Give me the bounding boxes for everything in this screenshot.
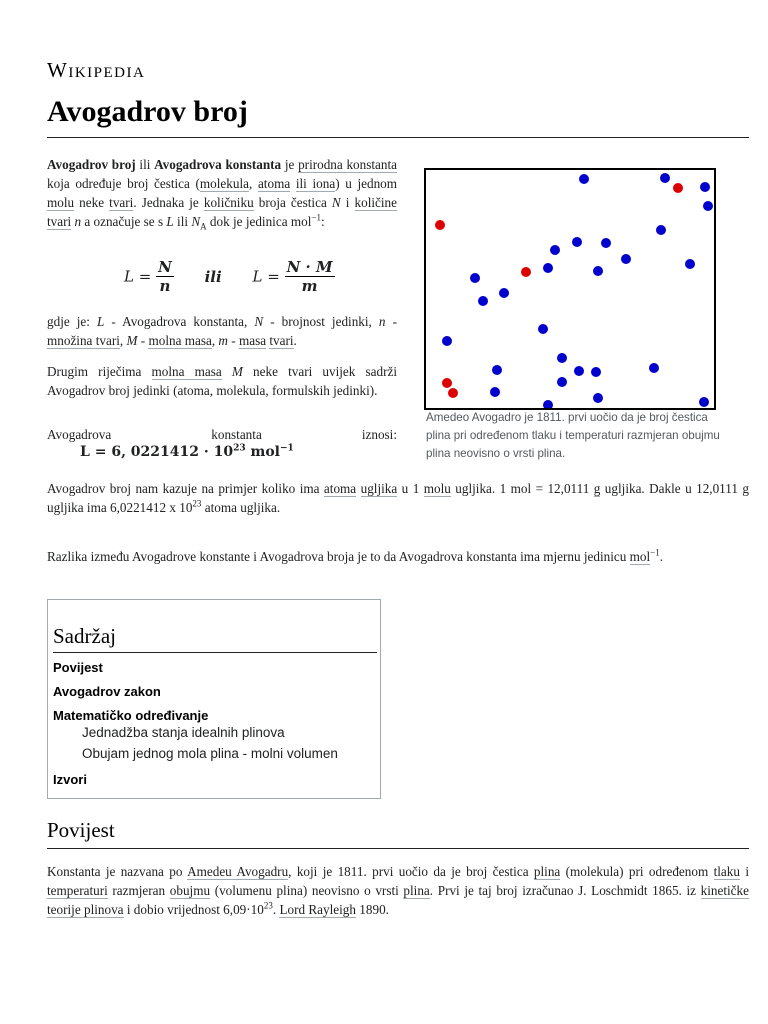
superscript: −1: [279, 443, 294, 454]
blue-particles: [442, 173, 713, 408]
text: ) u jednom: [335, 176, 398, 191]
blue-particle: [703, 201, 713, 211]
link-ugljika[interactable]: ugljika: [360, 481, 398, 496]
text: ,: [211, 333, 219, 348]
text: broja čestica: [253, 195, 332, 210]
lead-paragraph: [47, 155, 397, 231]
blue-particle: [538, 324, 548, 334]
link-molna-masa[interactable]: molna masa: [148, 333, 212, 348]
link-kolicine-tvari[interactable]: količine tvari: [47, 195, 397, 229]
link-plina[interactable]: plina: [533, 864, 561, 879]
blue-particle: [621, 254, 631, 264]
figure-caption: Amedeo Avogadro je 1811. prvi uočio da je broj čestica plina pri određenom tlaku i temperaturi razmjeran obujmu plina neovisno o vrsti plina.: [426, 411, 720, 460]
link-tvari[interactable]: tvari: [269, 333, 294, 348]
text: , koji je 1811. prvi uočio da je broj čestica: [288, 864, 534, 879]
paragraph-carbon-example: [47, 479, 749, 517]
bold-term: Avogadrova konstanta: [154, 157, 282, 172]
blue-particle: [557, 377, 567, 387]
toc-item-povijest[interactable]: Povijest: [53, 660, 103, 675]
toc-item-izvori[interactable]: Izvori: [53, 772, 87, 787]
toc-subitem-obujam[interactable]: Obujam jednog mola plina - molni volumen: [82, 746, 338, 761]
text: ili: [173, 214, 192, 229]
denominator: n: [159, 277, 171, 295]
constant-formula: [80, 444, 294, 460]
blue-particle: [656, 225, 666, 235]
text: ili: [135, 157, 155, 172]
paragraph-molna-masa: [47, 362, 397, 400]
text: a označuje se s: [81, 214, 167, 229]
text: -: [385, 314, 397, 329]
blue-particle: [478, 296, 488, 306]
link-mnozina-tvari[interactable]: množina tvari: [47, 333, 120, 348]
link-kineticke-teorije-plinova[interactable]: kinetičke teorije plinova: [47, 883, 749, 917]
word: konstanta: [211, 427, 262, 442]
link-tlaku[interactable]: tlaku: [713, 864, 740, 879]
text: (molekula) pri određenom: [560, 864, 714, 879]
text: ugljika. Dakle u 12,0111 g ugljika ima 6,0221412 x 10: [47, 481, 750, 515]
text: . Jednaka je: [133, 195, 204, 210]
blue-particle: [579, 174, 589, 184]
text: dok je jedinica mol: [206, 214, 312, 229]
text: Konstanta je nazvana po: [47, 864, 188, 879]
blue-particle: [700, 182, 710, 192]
formula-unit: mol: [245, 444, 280, 460]
link-temperaturi[interactable]: temperaturi: [47, 883, 108, 898]
text: Avogadrov broj nam kazuje na primjer koliko ima: [47, 481, 324, 496]
blue-particle: [685, 259, 695, 269]
variable: m: [218, 333, 228, 348]
superscript: 23: [233, 443, 246, 454]
blue-particle: [499, 288, 509, 298]
formula-lhs: L =: [252, 267, 280, 286]
text: .: [659, 549, 664, 564]
text: - Avogadrova konstanta,: [104, 314, 255, 329]
superscript: 23: [263, 900, 273, 911]
link-kolicniku[interactable]: količniku: [203, 195, 254, 210]
bold-term: Avogadrov broj: [47, 157, 136, 172]
text: razmjeran: [107, 883, 170, 898]
formula-text: L = 6, 0221412 · 10: [80, 444, 234, 460]
formula-lhs: L =: [124, 267, 152, 286]
text: ugljika. 1 mol = 12,0111: [450, 481, 594, 496]
gas-particles-figure[interactable]: [424, 168, 716, 410]
text: [290, 176, 296, 191]
text: -: [137, 333, 149, 348]
fraction: [156, 258, 174, 295]
blue-particle: [660, 173, 670, 183]
blue-particle: [492, 365, 502, 375]
text: neke tvari uvijek sadrži Avogadrov broj jedinki (atoma, molekula, formulskih jedinki).: [47, 364, 398, 398]
red-particle: [521, 267, 531, 277]
blue-particle: [699, 397, 709, 407]
section-heading-povijest: Povijest: [47, 818, 115, 842]
text: ,: [249, 176, 258, 191]
text: ,: [119, 333, 127, 348]
link-atoma[interactable]: atoma: [257, 176, 291, 191]
text: i: [340, 195, 355, 210]
link-molu[interactable]: molu: [47, 195, 75, 210]
numerator: N: [158, 258, 172, 276]
link-mol[interactable]: mol: [629, 549, 651, 564]
toc-item-matematicko-odredivanje[interactable]: Matematičko određivanje: [53, 708, 209, 723]
fraction: [285, 258, 335, 295]
particles-svg: [426, 170, 714, 408]
red-particle: [442, 378, 452, 388]
red-particle: [435, 220, 445, 230]
link-molekula[interactable]: molekula: [199, 176, 249, 191]
definitions-paragraph: [47, 312, 397, 350]
formula-ili: ili: [204, 267, 222, 286]
link-tvari[interactable]: tvari: [109, 195, 134, 210]
toc-title: Sadržaj: [53, 624, 377, 653]
text: - brojnost jedinki,: [263, 314, 379, 329]
variable: L: [97, 314, 105, 329]
paragraph-difference: [47, 547, 749, 566]
paragraph-povijest: [47, 862, 749, 919]
variable: L: [166, 214, 174, 229]
text: i: [739, 864, 749, 879]
text: (volumenu plina) neovisno o vrsti: [210, 883, 404, 898]
variable: M: [231, 364, 243, 379]
variable: N: [331, 195, 341, 210]
text: koja određuje broj čestica (: [47, 176, 200, 191]
link-atoma[interactable]: atoma: [323, 481, 357, 496]
red-particles: [435, 183, 683, 398]
numerator: N · M: [286, 258, 333, 276]
link-ili-iona[interactable]: ili iona: [295, 176, 336, 191]
link-molna-masa[interactable]: molna masa: [151, 364, 222, 379]
constant-value-line: [47, 427, 397, 443]
blue-particle: [543, 400, 553, 408]
blue-particle: [543, 263, 553, 273]
blue-particle: [550, 245, 560, 255]
link-lord-rayleigh[interactable]: Lord Rayleigh: [279, 902, 356, 917]
subscript: A: [200, 221, 207, 232]
text: u 1: [397, 481, 424, 496]
denominator: m: [301, 277, 318, 295]
page-title: Avogadrov broj: [47, 95, 248, 128]
text: [356, 481, 360, 496]
superscript: −1: [650, 547, 660, 558]
toc-item-avogadrov-zakon[interactable]: Avogadrov zakon: [53, 684, 161, 699]
blue-particle: [593, 393, 603, 403]
word: iznosi:: [361, 427, 397, 442]
blue-particle: [470, 273, 480, 283]
blue-particle: [442, 336, 452, 346]
variable: n: [74, 214, 82, 229]
wikipedia-wordmark[interactable]: Wikipedia: [47, 58, 146, 82]
red-particle: [448, 388, 458, 398]
formula-definition: [124, 258, 374, 302]
variable: M: [126, 333, 138, 348]
variable: n: [378, 314, 386, 329]
link-amedeu-avogadru[interactable]: Amedeu Avogadru: [187, 864, 289, 879]
text: :: [320, 214, 325, 229]
link-obujmu[interactable]: obujmu: [169, 883, 211, 898]
link-g[interactable]: g: [593, 481, 601, 496]
text: 1890.: [355, 902, 389, 917]
text: .: [272, 902, 280, 917]
text: Drugim riječima: [47, 364, 152, 379]
blue-particle: [574, 366, 584, 376]
blue-particle: [490, 387, 500, 397]
blue-particle: [591, 367, 601, 377]
table-of-contents: [47, 599, 381, 799]
text: Razlika između Avogadrove konstante i Avogadrova broja je to da Avogadrova konstanta ima mjernu jedinicu: [47, 549, 630, 564]
title-divider: [47, 137, 749, 138]
text: atoma ugljika.: [201, 500, 281, 515]
blue-particle: [593, 266, 603, 276]
text: [222, 364, 232, 379]
red-particle: [673, 183, 683, 193]
link-plina[interactable]: plina: [403, 883, 430, 898]
blue-particle: [649, 363, 659, 373]
blue-particle: [557, 353, 567, 363]
toc-subitem-jednadzba[interactable]: Jednadžba stanja idealnih plinova: [82, 725, 285, 740]
word: Avogadrova: [47, 427, 112, 442]
superscript: 23: [192, 498, 202, 509]
link-molu[interactable]: molu: [423, 481, 451, 496]
text: i dobio vrijednost 6,09·10: [123, 902, 264, 917]
text: -: [227, 333, 239, 348]
superscript: −1: [311, 212, 321, 223]
text: .: [293, 333, 297, 348]
text: neke: [74, 195, 110, 210]
text: gdje je:: [47, 314, 98, 329]
variable: N: [254, 314, 264, 329]
section-divider: [47, 848, 749, 849]
blue-particle: [572, 237, 582, 247]
text: je: [281, 157, 299, 172]
blue-particle: [601, 238, 611, 248]
variable: N: [191, 214, 201, 229]
link-masa[interactable]: masa: [238, 333, 267, 348]
link-prirodna-konstanta[interactable]: prirodna konstanta: [298, 157, 397, 172]
text: . Prvi je taj broj izračunao J. Loschmidt 1865. iz: [429, 883, 701, 898]
